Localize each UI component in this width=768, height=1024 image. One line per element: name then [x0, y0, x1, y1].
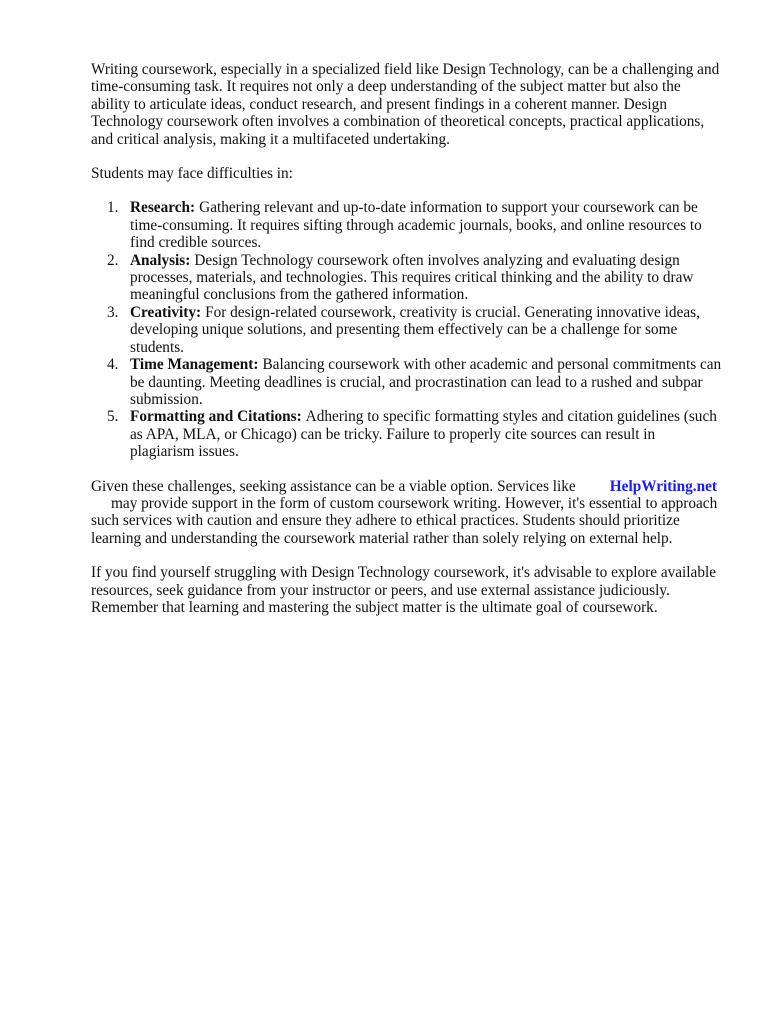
document-page	[91, 61, 723, 616]
list-term: Creativity:	[130, 303, 202, 321]
list-text: Balancing coursework with other academic and personal commitments can be daunting. Meeting deadlines is crucial, and procrastination can lead to a rushed and subpar submission.	[130, 356, 722, 408]
list-text: For design-related coursework, creativity is crucial. Generating innovative ideas, developing unique solutions, and presenting them effectively can be a challenge for some students.	[130, 303, 700, 356]
list-term: Formatting and Citations:	[130, 408, 302, 426]
list-item	[91, 304, 723, 356]
services-lead-text: Given these challenges, seeking assistance can be a viable option. Services like	[91, 477, 576, 495]
list-text: Adhering to specific formatting styles and citation guidelines (such as APA, MLA, or Chicago) can be tricky. Failure to properly cite sources can result in plagiarism issues.	[130, 408, 717, 461]
services-first-line	[91, 478, 723, 495]
services-rest-text: may provide support in the form of custom coursework writing. However, it's essential to approach such services with caution and ensure they adhere to ethical practices. Students should prioritize learning and understanding the coursework material rather than solely relying on external help.	[91, 494, 718, 547]
list-number: 3.	[107, 303, 119, 321]
list-item	[91, 252, 723, 304]
list-text: Design Technology coursework often involves analyzing and evaluating design processes, materials, and technologies. This requires critical thinking and the ability to draw meaningful conclusions from the gathered information.	[130, 251, 694, 304]
services-paragraph	[91, 478, 723, 548]
list-item	[91, 356, 723, 408]
list-item	[91, 408, 723, 460]
helpwriting-link[interactable]: HelpWriting.net	[609, 477, 717, 495]
list-term: Time Management:	[130, 356, 259, 374]
list-number: 2.	[107, 251, 119, 269]
list-number: 4.	[107, 356, 119, 374]
list-text: Gathering relevant and up-to-date information to support your coursework can be time-consuming. It requires sifting through academic journals, books, and online resources to find credible sources.	[130, 199, 702, 252]
intro-paragraph: Writing coursework, especially in a specialized field like Design Technology, can be a challenging and time-consuming task. It requires not only a deep understanding of the subject matter but also the ability to articulate ideas, conduct research, and present findings in a coherent manner. Design Technology coursework often involves a combination of theoretical concepts, practical applications, and critical analysis, making it a multifaceted undertaking.	[91, 61, 720, 148]
closing-paragraph: If you find yourself struggling with Design Technology coursework, it's advisable to explore available resources, seek guidance from your instructor or peers, and use external assistance judiciously. Remember that learning and mastering the subject matter is the ultimate goal of coursework.	[91, 564, 717, 616]
list-term: Research:	[130, 199, 196, 217]
list-term: Analysis:	[130, 251, 191, 269]
list-item	[91, 199, 723, 251]
list-number: 5.	[107, 408, 119, 426]
list-number: 1.	[107, 199, 119, 217]
challenges-list	[91, 199, 723, 460]
difficulties-lead: Students may face difficulties in:	[91, 165, 293, 183]
